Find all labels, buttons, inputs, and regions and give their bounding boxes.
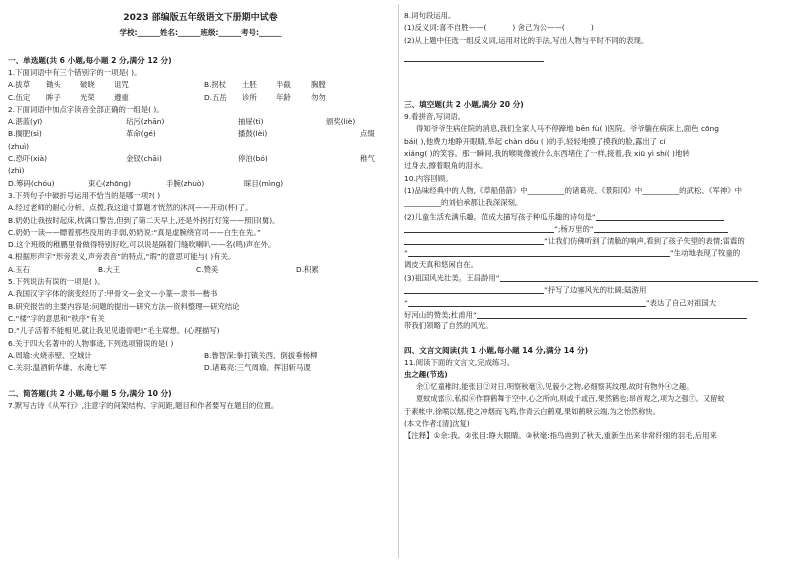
q1-option: 年龄 [276, 92, 291, 102]
q10-2-text-e: ”生动地表现了牧童的 [669, 249, 741, 259]
q1-option: D.五岳 [204, 92, 227, 102]
q6-stem: 6.关于四大名著中的人物事迹,下列选项错误的是( ) [8, 338, 174, 348]
answer-blank[interactable] [404, 285, 544, 294]
q3-option-d: D.这个班级的稚鹏里骨做得特别好吃,可以说是隔着门缝吹喇叭——名(鸣)声在外。 [8, 240, 276, 250]
q1-option: 眸子 [46, 92, 61, 102]
q10-stem: 10.内容回顾。 [404, 173, 453, 183]
q10-3-line-b [404, 285, 789, 297]
q1-stem: 1.下面词语中有三个错别字的一项是( )。 [8, 68, 142, 77]
q1-option: 破晓 [80, 80, 95, 90]
q2-row-d [8, 180, 393, 192]
q2-option: A.湛蓝(yī) [8, 117, 43, 127]
q1-option: 半截 [276, 80, 291, 90]
q9-passage-1: 得知爷爷生病住院的消息,我们全家人马不停蹄地 bēn fù( )医院。爷爷躺在病床上,面色 cōng [416, 124, 719, 134]
q2-option: D.筹码(chóu) [8, 178, 55, 188]
q2-option: 革命(gé) [126, 129, 156, 139]
q1-option: 土胚 [242, 80, 257, 90]
q2-row-a [8, 118, 393, 130]
q2-option: C.恐吓(xià) [8, 154, 48, 164]
q2-option: 手腕(zhuò) [166, 178, 205, 188]
student-info-line: 学校:______姓名:______班级:______考号:______ [119, 28, 282, 37]
q10-3-line-f: 带我们领略了自然的风光。 [404, 321, 493, 331]
q8-line-1 [404, 24, 789, 36]
left-column [8, 0, 393, 562]
q10-1-line-a: (1)品味经典中的人物,《草船借箭》中__________的诸葛亮、《景阳冈》中__________的武松、《军神》中 [404, 185, 742, 195]
q6-option: B.鲁智深:拳打镇关西、倒拔垂杨柳 [204, 350, 318, 360]
section-2-heading: 二、简答题(共 2 小题,每小题 5 分,满分 10 分) [8, 389, 172, 399]
answer-blank[interactable] [404, 224, 554, 233]
q1-option: 勿勿 [311, 92, 326, 102]
q11-stem: 11.阅读下面的文言文,完成练习。 [404, 357, 515, 367]
q5-option-d: D.“儿子活着不能相见,就让我见见遗骨吧!”毛主席想。(心理描写) [8, 326, 220, 336]
answer-blank[interactable] [404, 236, 544, 245]
passage-title: 虫之趣(节选) [404, 369, 448, 379]
q10-2-text-d: “ [404, 249, 408, 259]
q2-option: 颁奖(liè) [326, 117, 356, 127]
q4-option: C.赞美 [196, 264, 219, 274]
q8-answer-line[interactable] [404, 53, 789, 65]
q1-option: 诅咒 [114, 80, 129, 90]
q1-option: C.伍定 [8, 92, 31, 102]
q4-options [8, 266, 393, 278]
q10-3-text-c: “ [404, 298, 408, 308]
q2-row-b [8, 130, 393, 142]
q3-option-b: B.奶奶让我按时起床,枕满口警告,但到了第二天早上,还是外拐打灯笼——照旧(舅)。 [8, 215, 280, 225]
right-column [404, 0, 789, 562]
q10-2-line-d [404, 248, 789, 260]
q1-option: 胸膛 [311, 80, 326, 90]
q2-option: 稚气 [360, 154, 375, 164]
q2-row-c-cont: (zhì) [8, 166, 25, 176]
answer-blank[interactable] [594, 224, 728, 233]
q1-option: 锄头 [46, 80, 61, 90]
section-4-heading: 四、文言文阅读(共 1 小题,每小题 14 分,满分 14 分) [404, 345, 589, 355]
section-1-heading: 一、单选题(共 6 小题,每小题 2 分,满分 12 分) [8, 56, 172, 65]
q10-2-text-b: ”;杨万里的“ [554, 224, 594, 234]
q5-stem: 5.下列说法有误的一项是( )。 [8, 277, 105, 287]
q1-option: 遵重 [114, 92, 129, 102]
q10-2-line-b [404, 224, 789, 236]
q9-passage-3: xiáng( )的笑容。那一瞬间,我的喉咙像被什么东西堵住了一样,接着,我 xiū yì shí( )地转 [404, 149, 690, 159]
q8-stem: 8.词句段运用。 [404, 11, 456, 20]
q7-stem: 7.默写古诗《从军行》,注意字的间架结构、字间距,题目和作者要写在题目的位置。 [8, 401, 279, 411]
q10-3-text-d: ”表达了自己对祖国大 [645, 298, 717, 308]
q2-stem: 2.下面词语中加点字读音全部正确的一组是( )。 [8, 104, 164, 114]
q10-2-text-a: (2)儿童生活充满乐趣。范成大描写孩子种瓜乐趣的诗句是“ [404, 212, 596, 222]
q10-3-line-c [404, 298, 789, 310]
q4-stem: 4.根据形声字“形旁表义,声旁表音”的特点,“瑕”的意思可能与( )有关。 [8, 252, 236, 262]
q2-row-c [8, 155, 393, 167]
q1-option: A.拔草 [8, 80, 31, 90]
q2-option: 抽屉(tì) [238, 117, 264, 127]
q1-options-ab [8, 81, 393, 93]
column-divider [398, 4, 399, 558]
q10-2-line-f: 调皮天真和悠闲自在。 [404, 259, 478, 269]
q10-3-text-b: ”抒写了边塞风光的壮阔;陆游用 [544, 285, 647, 295]
answer-blank[interactable] [408, 248, 670, 257]
q4-option: A.玉石 [8, 264, 31, 274]
q2-option: 束心(zhōng) [88, 178, 132, 188]
q8-antonym-end: ) [590, 23, 594, 33]
q8-line-2: (2)从上题中任选一组反义词,运用对比的手法,写出人物与平时不同的表现。 [404, 35, 649, 45]
q4-option: D.积累 [296, 264, 319, 274]
q3-option-a: A.经过老师的耐心分析、点拨,我这道寸算题才恍然的沐河——开动(杯)了。 [8, 203, 253, 213]
q6-row-cd [8, 364, 393, 376]
q1-option: 诊所 [242, 92, 257, 102]
q6-option: C.关羽:温酒斩华雄、水淹七军 [8, 363, 107, 373]
q1-options-cd [8, 94, 393, 106]
q4-option: B.大王 [98, 264, 121, 274]
q1-option: 光荣 [80, 92, 95, 102]
q8-antonym-1: (1)反义词:喜不自胜——( [404, 23, 487, 33]
exam-title: 2023 部编版五年级语文下册期中试卷 [123, 13, 278, 23]
q5-option-b: B.研究报告的主要内容是:问题的提出—研究方法—资料整理—研究结论 [8, 301, 240, 311]
q8-antonym-2: ) 舍己为公——( [512, 23, 565, 33]
section-3-heading: 三、填空题(共 2 小题,满分 20 分) [404, 100, 524, 110]
passage-source: (本文作者:[清]沈复) [404, 419, 470, 429]
q2-option: 睬目(mìng) [244, 178, 284, 188]
q10-3-line-a [404, 273, 789, 285]
passage-line-1: 余①忆童稚时,能张目②对日,明察秋毫③,见藐小之物,必细察其纹理,故时有物外④之趣。 [416, 382, 694, 392]
q2-option: B.搁肥(sì) [8, 129, 42, 139]
q9-passage-4: 过身去,擦着眼角的泪水。 [404, 161, 488, 171]
q2-option: 播鼓(lèi) [238, 129, 268, 139]
q9-passage-2: bái( ),他费力地睁开眼睛,举起 chàn dǒu ( )的手,轻轻地摸了摸我的脸,露出了 cí [404, 136, 666, 146]
q5-option-a: A.我国汉字字体的演变经历了:甲骨文—金文—小篆—隶书—楷书 [8, 289, 218, 299]
q2-option: 金钗(chāi) [126, 154, 162, 164]
q10-3-text-e: 好河山的赞美;杜甫用“ [404, 310, 477, 320]
answer-blank[interactable] [596, 212, 724, 221]
q10-2-text-c: ”让我们仿佛听到了清脆的响声,看到了孩子失望的表情;雷震的 [544, 236, 745, 246]
q3-stem: 3.下列句子中破折号运用不恰当的是哪一项?( ) [8, 190, 161, 200]
q9-stem: 9.看拼音,写词语。 [404, 112, 466, 122]
q2-row-b-cont: (zhuì) [8, 141, 30, 151]
passage-notes: 【注释】①余:我。②张目:睁大眼睛。③秋毫:指鸟兽到了秋天,重新生出来非常纤细的羽毛,后用来 [404, 431, 717, 441]
q2-option: 玷污(zhān) [126, 117, 165, 127]
q10-1-line-b: __________的刘伯承都让我深深刻。 [404, 198, 523, 208]
q5-option-c: C.“楼”字的意思和“秩序”有关 [8, 313, 105, 323]
answer-blank[interactable] [500, 273, 758, 282]
q2-option: 停泊(bó) [238, 154, 268, 164]
q10-3-text-a: (3)祖国风光壮美。王昌龄用“ [404, 273, 500, 283]
q10-2-line-a [404, 212, 789, 224]
q2-option: 点缀 [360, 129, 375, 139]
passage-line-2: 夏蚊成雷⑤,私拟⑥作群鹤舞于空中,心之所向,则或千或百,果然鹤也;昂首观之,项为之强⑦。又留蚊 [416, 394, 725, 404]
answer-blank[interactable] [408, 298, 646, 307]
q3-option-c: C.奶奶一读——瞟着那些没用的手弱,奶奶说:“真是虚腕绕官司——白生在先。” [8, 227, 261, 237]
q6-option: A.周瑜:火烧赤壁、空城计 [8, 350, 92, 360]
passage-line-3: 于素帐中,徐喷以烟,使之冲烟而飞鸣,作青云白鹤观,果如鹤唳云端,为之怡然称快。 [404, 406, 660, 416]
q6-option: D.诸葛亮:三气周瑜、挥泪斩马谡 [204, 363, 311, 373]
q1-option: B.拐杖 [204, 80, 227, 90]
q10-2-line-c [404, 236, 789, 248]
answer-blank[interactable] [477, 310, 747, 319]
